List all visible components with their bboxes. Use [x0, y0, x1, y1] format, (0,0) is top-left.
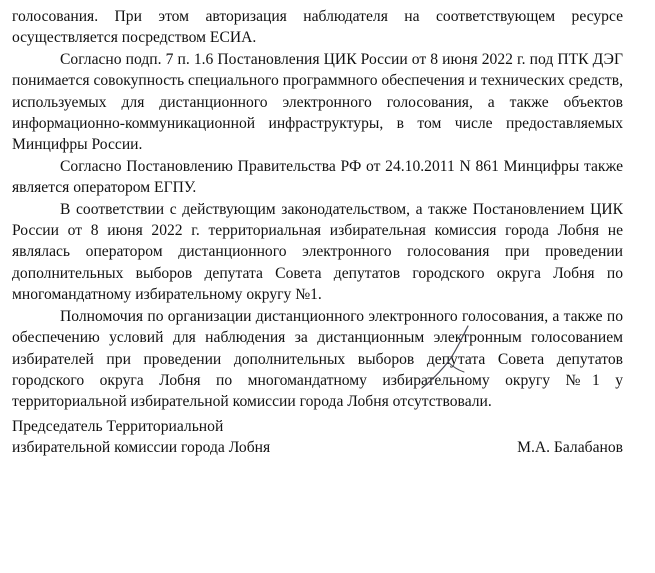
paragraph-mintsifry-egpu: Согласно Постановлению Правительства РФ от 24.10.2011 N 861 Минцифры также является оператором ЕГПУ. — [12, 157, 623, 197]
paragraph-tik-not-operator: В соответствии с действующим законодательством, а также Постановлением ЦИК России от 8 июня 2022 г. территориальная избирательная комиссия города Лобня не являлась оператором дистанционного электронного голосования при проведении дополнительных выборов депутата Совета депутатов городского округа Лобня по многомандатному избирательному округу №1. — [12, 200, 623, 304]
paragraph-authority-absent: Полномочия по организации дистанционного электронного голосования, а также по обеспечению условий для наблюдения за дистанционным электронным голосованием избирателей при проведении дополнительных выборов депутата Совета депутатов городского округа Лобня по многомандатному избирательному округу №1 у территориальной избирательной комиссии города Лобня отсутствовали. — [12, 307, 623, 411]
signature-row — [12, 437, 623, 458]
signature-block — [12, 416, 623, 459]
signatory-position-line1: Председатель Территориальной — [12, 418, 224, 435]
document-body — [12, 6, 623, 413]
signatory-position-line2: избирательной комиссии города Лобня — [12, 439, 271, 457]
paragraph-ptk-deg: Согласно подп. 7 п. 1.6 Постановления ЦИК России от 8 июня 2022 г. под ПТК ДЭГ понимается совокупность специального программного обеспечения и технических средств, используемых для дистанционного электронного голосования, а также объектов информационно-коммуникационной инфраструктуры, в том числе предоставляемых Минцифры России. — [12, 50, 623, 154]
signatory-name: М.А. Балабанов — [517, 439, 623, 457]
paragraph-continuation: голосования. При этом авторизация наблюдателя на соответствующем ресурсе осуществляется посредством ЕСИА. — [12, 8, 623, 47]
